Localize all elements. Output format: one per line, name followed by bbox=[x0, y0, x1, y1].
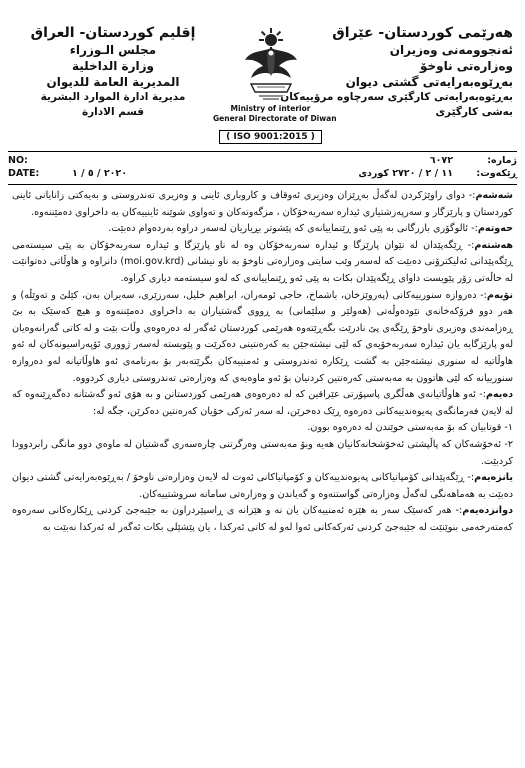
kurdish-heading bbox=[280, 24, 513, 120]
arabic-line-2: مجلس الـوزراء bbox=[69, 43, 157, 57]
paragraph-text: ١- قوتابیان کە بۆ مەبەستی خوێندن لە دەرەوە بوون. bbox=[307, 422, 513, 434]
kurdistan-emblem-icon bbox=[241, 26, 301, 104]
arabic-heading bbox=[18, 24, 208, 120]
kurdish-line-4: بەڕێوەبەرایەتی گشتی دیوان bbox=[345, 75, 513, 89]
reference-block bbox=[8, 155, 517, 185]
paragraph-text: :- ڕێگەپێدانی کۆمپانیاکانی پەیوەندییەکان و کۆمپانیاکانی ئەوت لە لایەن وەزارەتی ناوخۆ / بەڕێوەبەرایەتی گشتی دیوان دەبێت بە هەماهەنگی لەگەڵ وەزارەتی گواستنەوە و گەیاندن و وەزارەتی سامانە سروشتییەکان. bbox=[12, 472, 513, 500]
arabic-line-5: مديرية ادارة الموارد البشرية bbox=[40, 91, 186, 103]
paragraph-text: :- دەروازە سنورییەکانی (پەروێزخان، باشماخ، حاجی ئومەران، ابراهیم خلیل، سەرزێری، سەیران بەن، کێلێ و تەوێڵە) و هەر دوو فرۆکەخانەی نێودەوڵەتی (هەولێر و سلێمانی) بە ڕووی گەشتیاران بە داخراوی دەمێننەوە و هیچ کەسێک بە بێ ڕەزامەندی وەزیری ناوخۆ ڕێگەی پێ نادرێت بگەڕێتەوە هەرێمی کوردستان ئەگەر لە دەرەوەی وڵات بێت و لە کاتی گەرانەوەیان لەو پارێزگایە یان ئیدارە سەربەخۆیەی کە لێی نیشتەجێن بە کەرەنتینی دەکرێت و پێویستە لەسەر ژووری ئۆپەراسیونەکان لە ئەو هاوڵاتیە لە سنوری نیشتەجێن بە گشت ڕێکارە تەندروستی و ئەمنییەکان بگرێتەبەر بۆ بەرنامەی ئەو هاوڵاتیانە لەو دەروازە سنورییانە کە لێی هاتوون بە مەبەستی کەرەنتین کردنیان بۆ ئەو ماوەیەی کە وەزارەتی تەندروستی دیاری کردووە. bbox=[12, 289, 513, 384]
paragraph-lead: شەشەم bbox=[475, 190, 513, 201]
no-label: NO: bbox=[8, 155, 28, 166]
kurdish-line-5: بەڕێوەبەرایەتی کارگێری سەرچاوە مرۆییەکان bbox=[280, 91, 513, 103]
body-paragraph bbox=[12, 387, 513, 420]
arabic-line-4: المديرية العامة للديوان bbox=[46, 75, 180, 89]
paragraph-lead: یانزەیەم bbox=[474, 472, 513, 484]
body-paragraph bbox=[12, 437, 513, 470]
paragraph-lead: حەوتەم bbox=[477, 223, 513, 235]
paragraph-lead: نۆیەم bbox=[486, 289, 513, 301]
paragraph-lead: هەشتەم bbox=[474, 239, 513, 251]
paragraph-text: ٢- ئەخۆشەکان کە پاڵپشتی ئەخۆشخانەکانیان هەیە وبۆ مەبەستی وەرگرتنی چارەسەری گەشتیان لە ماوەی دوو مانگی رابردوودا کردبێت. bbox=[12, 438, 513, 467]
number-label: ژمارە: bbox=[487, 155, 517, 166]
body-paragraph bbox=[12, 288, 513, 388]
body-paragraph bbox=[12, 420, 513, 437]
paragraph-lead: دەیەم bbox=[485, 389, 513, 401]
paragraph-text: :- هەر کەسێک سەر بە هێزە ئەمنییەکان یان نە و هێزانە ی ڕاسپێردراون بە جێبەجێ کردنی ڕێکارەکانی سەرەوە کەمتەرخەمی بنوێنێت لە جێبەجێ کردنی ئەرکەکانی ئەوا لەو لە کاتی ئەرکدا ، یان پێشێلی بکات ئەگەر لە ئەرکدا نەبێت بە bbox=[12, 505, 513, 533]
date-ku-label: ڕێکەوت: bbox=[476, 168, 517, 179]
paragraph-text: :- ئەو هاوڵاتیانەی هەڵگری پاسپۆرتی عێراقین کە لە دەرەوەی هەرێمی کوردستانن و بە هۆی ئەو گەشتانە دەگەڕێنەوە کە لە لایەن فەرمانگەی پەیوەندییەکانی دەرەوە ڕێک دەخرێن، لە سەر ئەرکی خۆیان کەرەنتین دەکرێن، جگە لە: bbox=[12, 389, 513, 417]
english-line-2: General Directorate of Diwan bbox=[213, 114, 337, 123]
kurdish-line-3: وەزارەتی ناوخۆ bbox=[419, 59, 513, 73]
body-paragraph bbox=[12, 470, 513, 503]
emblem-block bbox=[213, 26, 337, 144]
body-paragraph bbox=[12, 503, 513, 536]
date-value: ٢٠٢٠ / ٥ / ١ bbox=[72, 168, 128, 179]
letter-body bbox=[12, 188, 513, 536]
number-value: ٦٠٧٢ bbox=[429, 155, 453, 166]
iso-badge: ( ISO 9001:2015 ) bbox=[219, 130, 322, 144]
paragraph-lead: دوانزدەیەم bbox=[462, 505, 513, 517]
kurdish-line-1: هەرێمی کوردستان- عێراق bbox=[332, 25, 513, 41]
arabic-line-3: وزارة الداخلية bbox=[71, 59, 155, 73]
paragraph-text: :- ڕێگەپێدان لە نێوان پارێزگا و ئیدارە سەربەخۆکان وە لە ناو پارێزگا و ئیدارە سەربەخۆکان بە پێی سیستەمی ڕێگەپێدانی ئەلیکترۆنی دەبێت کە لەسەر وێب سایتی وەزارەتی ناوخۆ بە ناو نیشانی (moi.gov.krd) دانراوە و هاوڵاتی دەتوانێت لە حاڵەتی زۆر پێویست داوای ڕێگەپێدان بکات بە پێی ئەو ڕێنماییانەی کە لەو سیستەمە دیاری کراوە. bbox=[12, 239, 513, 284]
arabic-line-1: إقليم كوردستان- العراق bbox=[30, 25, 196, 41]
meta-divider bbox=[8, 184, 517, 185]
arabic-line-6: قسم الادارة bbox=[81, 106, 145, 118]
number-row bbox=[8, 155, 517, 168]
paragraph-text: :- دوای راوێژکردن لەگەڵ بەڕێزان وەزیری ئەوقاف و کاروباری ئاینی و وەزیری تەندروستی و بەیەکتی زانایانی ئاینی کوردستان و پارێزگار و سەرپەرشتیاری ئیدارە سەربەخۆکان ، مزگەوتەکان و تەواوی شوێنە ئاینییەکان بە داخراوی دەمێننەوە. bbox=[12, 190, 513, 218]
body-paragraph bbox=[12, 238, 513, 288]
kurdish-line-2: ئەنجوومەنی وەزیران bbox=[389, 43, 513, 57]
date-ku-value: ١١ / ٢ / ٢٧٢٠ کوردی bbox=[358, 168, 453, 179]
date-label: DATE: bbox=[8, 168, 40, 179]
letterhead bbox=[8, 8, 517, 158]
english-line-1: Ministry of interior bbox=[230, 104, 311, 113]
body-paragraph bbox=[12, 188, 513, 221]
paragraph-text: :- ئالوگۆری بازرگانی بە پێی ئەو ڕێنماییانەی کە پێشوتر بڕیاریان لەسەر دراوە بەردەوام دەبێت. bbox=[108, 223, 478, 235]
header-divider bbox=[8, 151, 517, 152]
kurdish-line-6: بەشی کارگێری bbox=[435, 106, 513, 118]
body-paragraph bbox=[12, 221, 513, 238]
date-row bbox=[8, 168, 517, 181]
